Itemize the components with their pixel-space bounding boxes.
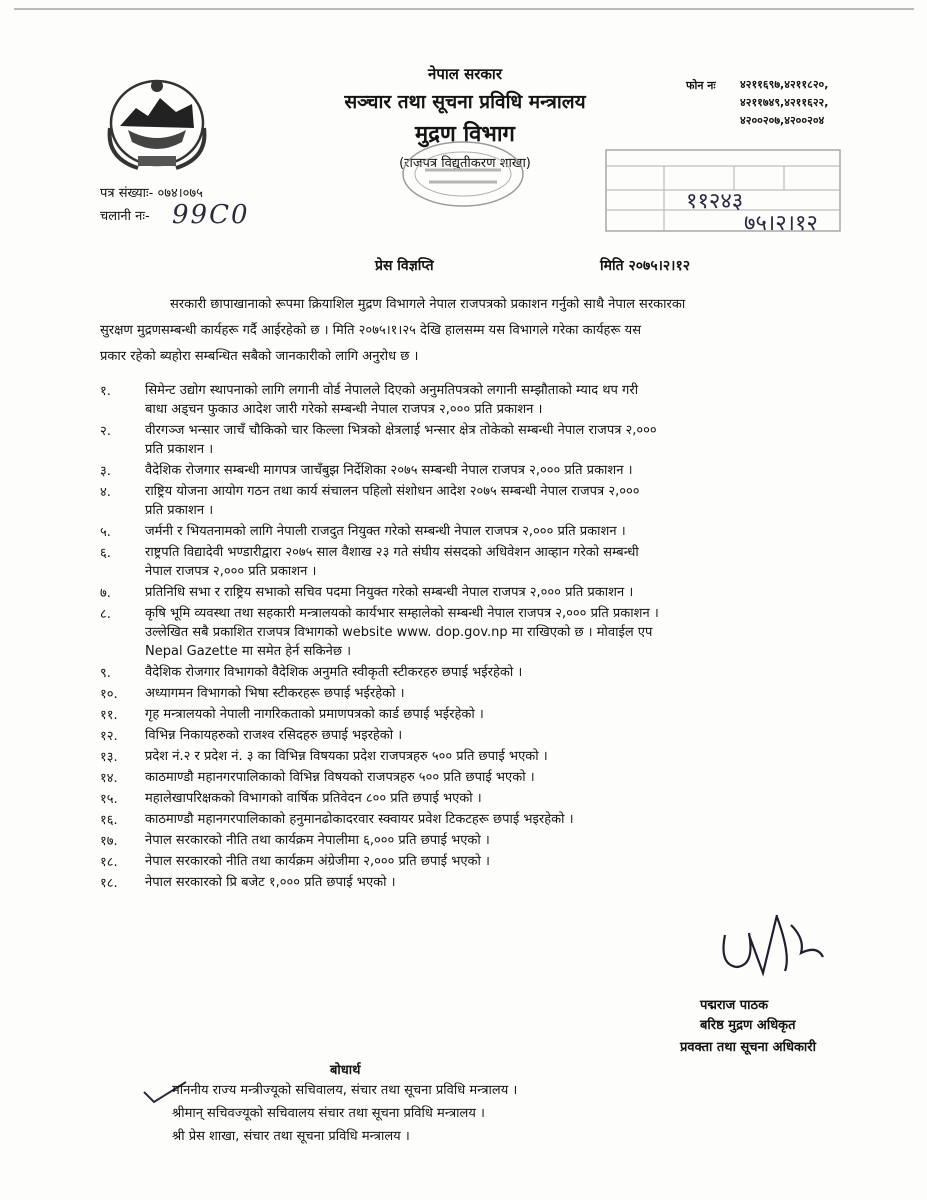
item-number: १. bbox=[100, 384, 111, 399]
list-item bbox=[100, 583, 845, 602]
item-number: १८. bbox=[100, 855, 118, 870]
item-text bbox=[145, 684, 845, 703]
item-number: ५. bbox=[100, 525, 111, 540]
list-item bbox=[100, 421, 845, 459]
item-number: ९. bbox=[100, 666, 111, 681]
item-text bbox=[145, 543, 845, 581]
cc-item: श्रीमान् सचिवज्यूको सचिवालय संचार तथा सूचना प्रविधि मन्त्रालय । bbox=[172, 1106, 485, 1121]
item-number: ७. bbox=[100, 586, 111, 601]
document-date: मिति २०७५।२।१२ bbox=[600, 258, 691, 274]
item-text bbox=[145, 604, 845, 661]
dispatch-label: चलानी नः- bbox=[100, 209, 150, 224]
handwritten-signature bbox=[705, 895, 835, 985]
item-line: वैदेशिक रोजगार विभागको वैदेशिक अनुमति स्वीकृती स्टीकरहरु छपाई भईरहेको । bbox=[145, 665, 523, 680]
item-line: कृषि भूमि व्यवस्था तथा सहकारी मन्त्रालयको कार्यभार सम्हालेको सम्बन्धी नेपाल राजपत्र २,००० प्रति प्रकाशन । bbox=[145, 606, 659, 621]
item-number: १६. bbox=[100, 813, 118, 828]
receipt-stamp bbox=[604, 148, 842, 233]
list-item bbox=[100, 684, 845, 703]
item-text bbox=[145, 705, 845, 724]
list-item bbox=[100, 810, 845, 829]
list-item bbox=[100, 747, 845, 766]
intro-line: प्रकार रहेको ब्यहोरा सम्बन्धित सबैको जानकारीको लागि अनुरोध छ । bbox=[100, 349, 419, 364]
item-text bbox=[145, 789, 845, 808]
list-item bbox=[100, 726, 845, 745]
list-item bbox=[100, 604, 845, 661]
phone-numbers bbox=[740, 76, 828, 130]
item-number: २. bbox=[100, 424, 111, 439]
page-top-border bbox=[14, 8, 914, 10]
list-item bbox=[100, 873, 845, 892]
intro-paragraph bbox=[100, 292, 840, 370]
item-line: नेपाल सरकारको नीति तथा कार्यक्रम नेपालीमा ६,००० प्रति छपाई भएको । bbox=[145, 833, 490, 848]
item-text bbox=[145, 482, 845, 520]
cc-item: श्री प्रेस शाखा, संचार तथा सूचना प्रविधि मन्त्रालय । bbox=[172, 1129, 410, 1144]
list-item bbox=[100, 663, 845, 682]
list-item bbox=[100, 768, 845, 787]
signatory-role: प्रवक्ता तथा सूचना अधिकारी bbox=[680, 1040, 816, 1055]
item-line: वैदेशिक रोजगार सम्बन्धी मागपत्र जाचँबुझ निर्देशिका २०७५ सम्बन्धी नेपाल राजपत्र २,००० प्रति प्रकाशन । bbox=[145, 463, 633, 478]
item-text bbox=[145, 747, 845, 766]
item-line: नेपाल सरकारको नीति तथा कार्यक्रम अंग्रेजीमा २,००० प्रति छपाई भएको । bbox=[145, 854, 490, 869]
phone-label: फोन नः bbox=[686, 79, 716, 92]
item-line: वीरगञ्ज भन्सार जाचँ चौकिको चार किल्ला भित्रको क्षेत्रलाई भन्सार क्षेत्र तोकेको सम्बन्धी नेपाल राजपत्र २,००० bbox=[145, 423, 657, 438]
item-line: गृह मन्त्रालयको नेपाली नागरिकताको प्रमाणपत्रको कार्ड छपाई भईरहेको । bbox=[145, 707, 484, 722]
stamp-number: ११२४३ bbox=[686, 189, 744, 214]
government-name: नेपाल सरकार bbox=[428, 65, 502, 83]
branch-name: (राजपत्र विद्युतीकरण शाखा) bbox=[399, 156, 531, 171]
reference-number: पत्र संख्याः- ०७४।०७५ bbox=[100, 186, 203, 201]
list-item bbox=[100, 789, 845, 808]
item-text bbox=[145, 583, 845, 602]
item-line: नेपाल सरकारको प्रि बजेट १,००० प्रति छपाई भएको । bbox=[145, 875, 396, 890]
cc-list bbox=[172, 1080, 517, 1149]
item-number: ११. bbox=[100, 708, 118, 723]
item-number: १७. bbox=[100, 834, 118, 849]
item-line: राष्ट्रपति विद्यादेवी भण्डारीद्वारा २०७५ साल वैशाख २३ गते संघीय संसदको अधिवेशन आव्हान गरेको सम्बन्धी bbox=[145, 545, 639, 560]
item-line: सिमेन्ट उद्योग स्थापनाको लागि लगानी वोर्ड नेपालले दिएको अनुमतिपत्रको लगानी सम्झौताको म्याद थप गरी bbox=[145, 383, 639, 398]
signatory-title: बरिष्ठ मुद्रण अधिकृत bbox=[700, 1018, 796, 1033]
item-number: १०. bbox=[100, 687, 118, 702]
item-line: विभिन्न निकायहरुको राजश्व रसिदहरु छपाई भइरहेको । bbox=[145, 728, 403, 743]
list-item bbox=[100, 705, 845, 724]
item-number: १२. bbox=[100, 729, 118, 744]
item-line: प्रदेश नं.२ र प्रदेश नं. ३ का विभिन्न विषयका प्रदेश राजपत्रहरु ५०० प्रति छपाई भएको । bbox=[145, 749, 548, 764]
item-line: नेपाल राजपत्र २,००० प्रति प्रकाशन । bbox=[145, 564, 317, 579]
phone-line: ४२००२०७,४२००२०४ bbox=[740, 114, 825, 127]
item-line: काठमाण्डौ महानगरपालिकाको विभिन्न विषयको राजपत्रहरु ५०० प्रति छपाई भएको । bbox=[145, 770, 535, 785]
item-number: ८. bbox=[100, 607, 111, 622]
item-line: Nepal Gazette मा समेत हेर्न सकिनेछ । bbox=[145, 644, 352, 659]
item-line: राष्ट्रिय योजना आयोग गठन तथा कार्य संचालन पहिलो संशोधन आदेश २०७५ सम्बन्धी नेपाल राजपत्र २,००० bbox=[145, 484, 640, 499]
item-text bbox=[145, 461, 845, 480]
item-text bbox=[145, 810, 845, 829]
list-item bbox=[100, 543, 845, 581]
item-line: उल्लेखित सबै प्रकाशित राजपत्र विभागको website www. dop.gov.np मा राखिएको छ । मोवाईल एप bbox=[145, 625, 653, 640]
nepal-emblem-icon bbox=[98, 68, 216, 173]
list-item bbox=[100, 381, 845, 419]
item-line: महालेखापरिक्षकको विभागको वार्षिक प्रतिवेदन ८०० प्रति छपाई भएको । bbox=[145, 791, 482, 806]
item-line: बाधा अड्चन फुकाउ आदेश जारी गरेको सम्बन्धी नेपाल राजपत्र २,००० प्रति प्रकाशन । bbox=[145, 402, 543, 417]
list-item bbox=[100, 831, 845, 850]
ministry-name: सञ्चार तथा सूचना प्रविधि मन्त्रालय bbox=[344, 91, 586, 113]
dispatch-number: 99C0 bbox=[172, 200, 250, 230]
list-item bbox=[100, 482, 845, 520]
list-item bbox=[100, 461, 845, 480]
item-text bbox=[145, 522, 845, 541]
document-title: प्रेस विज्ञप्ति bbox=[375, 258, 434, 274]
item-line: प्रति प्रकाशन । bbox=[145, 442, 214, 457]
phone-line: ४२११६९७,४२११८२०, bbox=[740, 78, 829, 91]
item-text bbox=[145, 768, 845, 787]
intro-line: सरकारी छापाखानाको रूपमा क्रियाशिल मुद्रण विभागले नेपाल राजपत्रको प्रकाशन गर्नुको साथै नेपाल सरकारका bbox=[170, 297, 686, 312]
activity-list bbox=[100, 381, 845, 894]
item-text bbox=[145, 831, 845, 850]
item-text bbox=[145, 852, 845, 871]
item-text bbox=[145, 421, 845, 459]
cc-label: बोधार्थ bbox=[330, 1063, 361, 1078]
signatory-name: पद्मराज पाठक bbox=[700, 998, 769, 1013]
item-line: जर्मनी र भियतनामको लागि नेपाली राजदुत नियुक्त गरेको सम्बन्धी नेपाल राजपत्र २,००० प्रति प्रकाशन । bbox=[145, 524, 626, 539]
phone-line: ४२११७४९,४२११६२२, bbox=[740, 96, 829, 109]
item-line: काठमाण्डौ महानगरपालिकाको हनुमानढोकादरवार स्क्वायर प्रवेश टिकटहरू छपाई भइरहेको । bbox=[145, 812, 574, 827]
item-line: प्रतिनिधि सभा र राष्ट्रिय सभाको सचिव पदमा नियुक्त गरेको सम्बन्धी नेपाल राजपत्र २,००० प्रति प्रकाशन । bbox=[145, 585, 634, 600]
item-line: अध्यागमन विभागको भिषा स्टीकरहरू छपाई भईरहेको । bbox=[145, 686, 405, 701]
item-text bbox=[145, 873, 845, 892]
item-number: १३. bbox=[100, 750, 118, 765]
item-text bbox=[145, 381, 845, 419]
item-number: ६. bbox=[100, 546, 111, 561]
department-seal-stamp bbox=[395, 140, 530, 218]
intro-line: सुरक्षण मुद्रणसम्बन्धी कार्यहरू गर्दै आईरहेको छ । मिति २०७५।१।२५ देखि हालसम्म यस विभागले गरेका कार्यहरू यस bbox=[100, 323, 641, 338]
item-number: ३. bbox=[100, 464, 111, 479]
item-number: १४. bbox=[100, 771, 118, 786]
item-line: प्रति प्रकाशन । bbox=[145, 503, 214, 518]
item-text bbox=[145, 663, 845, 682]
department-name: मुद्रण विभाग bbox=[415, 122, 515, 147]
item-text bbox=[145, 726, 845, 745]
cc-item: माननीय राज्य मन्त्रीज्यूको सचिवालय, संचार तथा सूचना प्रविधि मन्त्रालय । bbox=[172, 1083, 518, 1098]
item-number: १८. bbox=[100, 876, 118, 891]
stamp-date: ७५।२।१२ bbox=[744, 211, 818, 233]
item-number: ४. bbox=[100, 485, 111, 500]
list-item bbox=[100, 522, 845, 541]
list-item bbox=[100, 852, 845, 871]
item-number: १५. bbox=[100, 792, 118, 807]
